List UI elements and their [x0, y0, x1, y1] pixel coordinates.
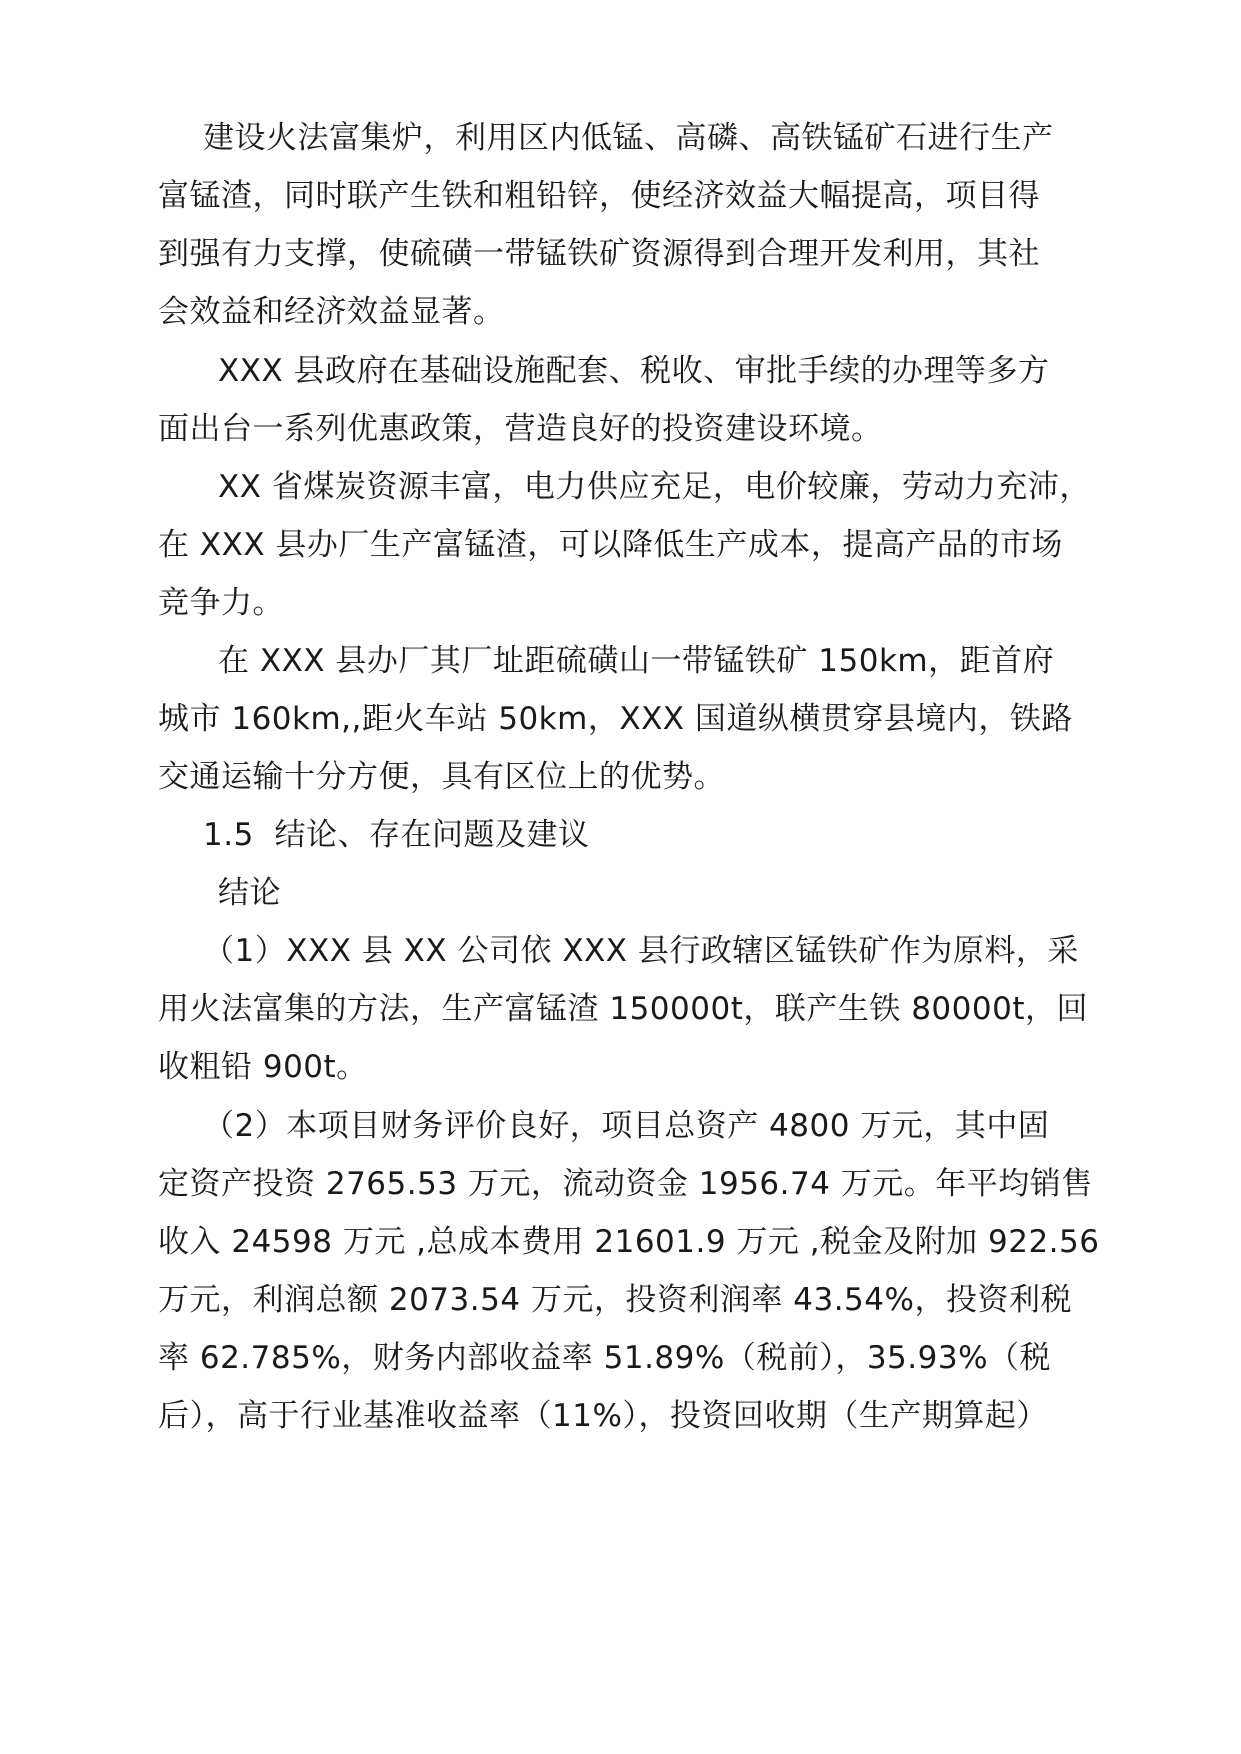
- paragraph-1-line-2: 富锰渣，同时联产生铁和粗铅锌，使经济效益大幅提高，项目得: [158, 178, 1040, 214]
- paragraph-4-line-3: 交通运输十分方便，具有区位上的优势。: [158, 759, 725, 795]
- paragraph-6-line-6: 后），高于行业基准收益率（11%），投资回收期（生产期算起）: [158, 1398, 1048, 1434]
- section-heading: 1.5 结论、存在问题及建议: [203, 817, 590, 853]
- paragraph-6-line-1: （2）本项目财务评价良好，项目总资产 4800 万元，其中固: [203, 1108, 1050, 1144]
- paragraph-4-line-2: 城市 160km,,距火车站 50km，XXX 国道纵横贯穿县境内，铁路: [158, 701, 1073, 737]
- paragraph-5-line-2: 用火法富集的方法，生产富锰渣 150000t，联产生铁 80000t，回: [158, 991, 1088, 1027]
- paragraph-5-line-3: 收粗铅 900t。: [158, 1049, 368, 1085]
- paragraph-3-line-1: XX 省煤炭资源丰富，电力供应充足，电价较廉，劳动力充沛，: [218, 469, 1091, 505]
- paragraph-3-line-2: 在 XXX 县办厂生产富锰渣，可以降低生产成本，提高产品的市场: [158, 527, 1063, 563]
- paragraph-6-line-3: 收入 24598 万元 ,总成本费用 21601.9 万元 ,税金及附加 922.56: [158, 1224, 1100, 1260]
- paragraph-6-line-2: 定资产投资 2765.53 万元，流动资金 1956.74 万元。年平均销售: [158, 1166, 1093, 1202]
- paragraph-1-line-3: 到强有力支撑，使硫磺一带锰铁矿资源得到合理开发利用，其社: [158, 236, 1040, 272]
- paragraph-5-line-1: （1）XXX 县 XX 公司依 XXX 县行政辖区锰铁矿作为原料，采: [203, 933, 1079, 969]
- paragraph-1-line-4: 会效益和经济效益显著。: [158, 294, 505, 330]
- paragraph-2-line-2: 面出台一系列优惠政策，营造良好的投资建设环境。: [158, 411, 883, 447]
- paragraph-6-line-5: 率 62.785%，财务内部收益率 51.89%（税前），35.93%（税: [158, 1340, 1052, 1376]
- paragraph-4-line-1: 在 XXX 县办厂其厂址距硫磺山一带锰铁矿 150km，距首府: [218, 643, 1055, 679]
- paragraph-1-line-1: 建设火法富集炉，利用区内低锰、高磷、高铁锰矿石进行生产: [203, 120, 1054, 156]
- paragraph-2-line-1: XXX 县政府在基础设施配套、税收、审批手续的办理等多方: [218, 353, 1050, 389]
- paragraph-6-line-4: 万元，利润总额 2073.54 万元，投资利润率 43.54%，投资利税: [158, 1282, 1072, 1318]
- subheading-conclusion: 结论: [218, 875, 281, 911]
- paragraph-3-line-3: 竞争力。: [158, 585, 284, 621]
